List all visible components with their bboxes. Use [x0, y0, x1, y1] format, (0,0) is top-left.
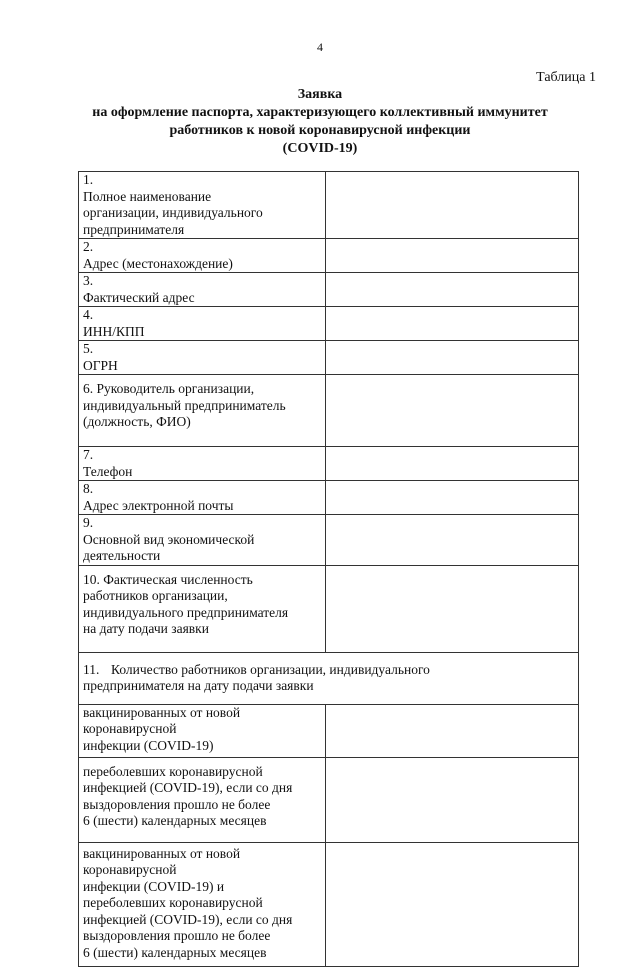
label-line: индивидуального предпринимателя [83, 604, 289, 620]
label-line: деятельности [83, 548, 161, 563]
value-inn-kpp[interactable] [326, 307, 579, 341]
row-number: 4. [83, 307, 94, 322]
label-line: Полное наименование [83, 188, 212, 204]
label-line: инфекции (COVID-19) [83, 737, 214, 753]
label-line: инфекцией (COVID-19), если со дня [83, 911, 293, 927]
label-line: ОГРН [83, 357, 118, 373]
label-line: выздоровления прошло не более [83, 928, 271, 943]
table-row-head [79, 375, 579, 447]
label-line: вакцинированных от новой [83, 704, 241, 720]
label-line: Количество работников организации, индивидуального [111, 661, 430, 677]
table-row-phone [79, 447, 579, 481]
row-number: 8. [83, 481, 94, 496]
label-line: переболевших коронавирусной [83, 895, 263, 910]
label-activity [79, 515, 326, 566]
value-email[interactable] [326, 481, 579, 515]
table-row-workers-count-header [79, 652, 579, 704]
label-vaccinated-and-recovered [79, 842, 326, 966]
label-line: на дату подачи заявки [83, 621, 209, 636]
label-line: работников организации, [83, 588, 228, 603]
table-row-recovered [79, 757, 579, 842]
label-address [79, 239, 326, 273]
row-number: 3. [83, 273, 94, 288]
table-row-activity [79, 515, 579, 566]
label-inn-kpp [79, 307, 326, 341]
label-line: переболевших коронавирусной [83, 763, 263, 779]
label-line: 6. Руководитель организации, [83, 381, 255, 396]
table-label: Таблица 1 [536, 70, 596, 85]
page-number: 4 [317, 40, 323, 54]
row-number: 9. [83, 515, 94, 530]
label-line: инфекцией (COVID-19), если со дня [83, 780, 293, 795]
label-actual-address [79, 273, 326, 307]
row-number: 2. [83, 239, 94, 254]
row-number: 5. [83, 341, 94, 356]
label-line: организации, индивидуального [83, 205, 263, 220]
value-address[interactable] [326, 239, 579, 273]
value-activity[interactable] [326, 515, 579, 566]
value-ogrn[interactable] [326, 341, 579, 375]
label-line: индивидуальный предприниматель [83, 397, 286, 413]
heading-line-2: на оформление паспорта, характеризующего коллективный иммунитет [92, 105, 548, 120]
heading-title: Заявка [297, 87, 343, 102]
label-workers-count [79, 652, 579, 704]
label-headcount [79, 565, 326, 652]
row-number: 11. [83, 661, 100, 677]
value-head[interactable] [326, 375, 579, 447]
heading-line-4: (COVID-19) [282, 141, 358, 156]
label-line: инфекции (COVID-19) и [83, 878, 225, 894]
label-line: коронавирусной [83, 862, 177, 877]
label-line: 6 (шести) календарных месяцев [83, 813, 267, 828]
label-line: коронавирусной [83, 721, 177, 736]
label-line: 10. Фактическая численность [83, 571, 253, 587]
table-row-email [79, 481, 579, 515]
table-row-actual-address [79, 273, 579, 307]
label-line: 6 (шести) календарных месяцев [83, 944, 267, 960]
label-vaccinated [79, 704, 326, 757]
value-actual-address[interactable] [326, 273, 579, 307]
label-email [79, 481, 326, 515]
value-phone[interactable] [326, 447, 579, 481]
row-number: 7. [83, 447, 94, 462]
label-line: Адрес (местонахождение) [83, 255, 233, 271]
value-recovered[interactable] [326, 757, 579, 842]
label-ogrn [79, 341, 326, 375]
label-phone [79, 447, 326, 481]
label-line: Фактический адрес [83, 289, 195, 305]
label-line: ИНН/КПП [83, 323, 145, 339]
table-row-vaccinated [79, 704, 579, 757]
table-row-ogrn [79, 341, 579, 375]
label-full-name [79, 172, 326, 239]
label-recovered [79, 757, 326, 842]
label-line: Основной вид экономической [83, 531, 255, 547]
value-vaccinated-and-recovered[interactable] [326, 842, 579, 966]
label-line: предпринимателя [83, 221, 185, 237]
value-full-name[interactable] [326, 172, 579, 239]
table-row-headcount [79, 565, 579, 652]
table-row-vaccinated-and-recovered [79, 842, 579, 966]
label-line: предпринимателя на дату подачи заявки [83, 678, 314, 693]
table-row-address [79, 239, 579, 273]
heading-line-3: работников к новой коронавирусной инфекции [169, 123, 471, 138]
label-head [79, 375, 326, 447]
label-line: выздоровления прошло не более [83, 796, 271, 812]
application-form-table [78, 171, 579, 967]
value-vaccinated[interactable] [326, 704, 579, 757]
form-heading [0, 86, 640, 158]
label-line: вакцинированных от новой [83, 845, 241, 861]
row-number: 1. [83, 172, 94, 187]
table-row-full-name [79, 172, 579, 239]
value-headcount[interactable] [326, 565, 579, 652]
label-line: (должность, ФИО) [83, 414, 191, 429]
table-row-inn-kpp [79, 307, 579, 341]
label-line: Адрес электронной почты [83, 497, 234, 513]
label-line: Телефон [83, 463, 133, 479]
